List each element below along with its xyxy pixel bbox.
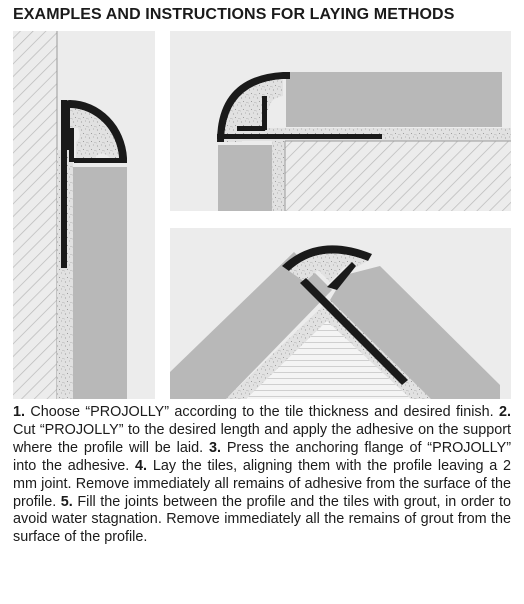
laying-instructions: [13, 404, 511, 547]
step-number: 1.: [13, 404, 26, 420]
step-number: 5.: [60, 493, 73, 510]
step-text: Choose “PROJOLLY” according to the tile thickness and desired finish.: [30, 404, 494, 420]
step-number: 4.: [135, 457, 148, 474]
step-number: 2.: [498, 404, 511, 420]
step-text: Lay the tiles, aligning them with the profile leaving a 2 mm joint. Remove immediately all remains of adhesive from the surface of the profile.: [13, 457, 512, 510]
tile: [286, 72, 502, 127]
adhesive-layer: [272, 141, 285, 211]
floor-support: [285, 141, 511, 211]
page-title: EXAMPLES AND INSTRUCTIONS FOR LAYING METHODS: [13, 6, 455, 23]
external-corner-diagram: [170, 228, 511, 399]
wall-support: [13, 31, 57, 399]
tile: [218, 145, 272, 211]
step-text: Fill the joints between the profile and the tiles with grout, in order to avoid water stagnation. Remove immediately all the remains of grout from the surface of the profile.: [13, 493, 512, 546]
floor-edge-diagram: [170, 31, 511, 211]
tile: [73, 167, 127, 399]
step-text: Press the anchoring flange of “PROJOLLY” into the adhesive.: [13, 439, 511, 474]
step-number: 3.: [208, 439, 221, 456]
wall-edge-diagram: [13, 31, 155, 399]
step-text: Cut “PROJOLLY” to the desired length and apply the adhesive on the support where the profile will be laid.: [13, 421, 511, 456]
